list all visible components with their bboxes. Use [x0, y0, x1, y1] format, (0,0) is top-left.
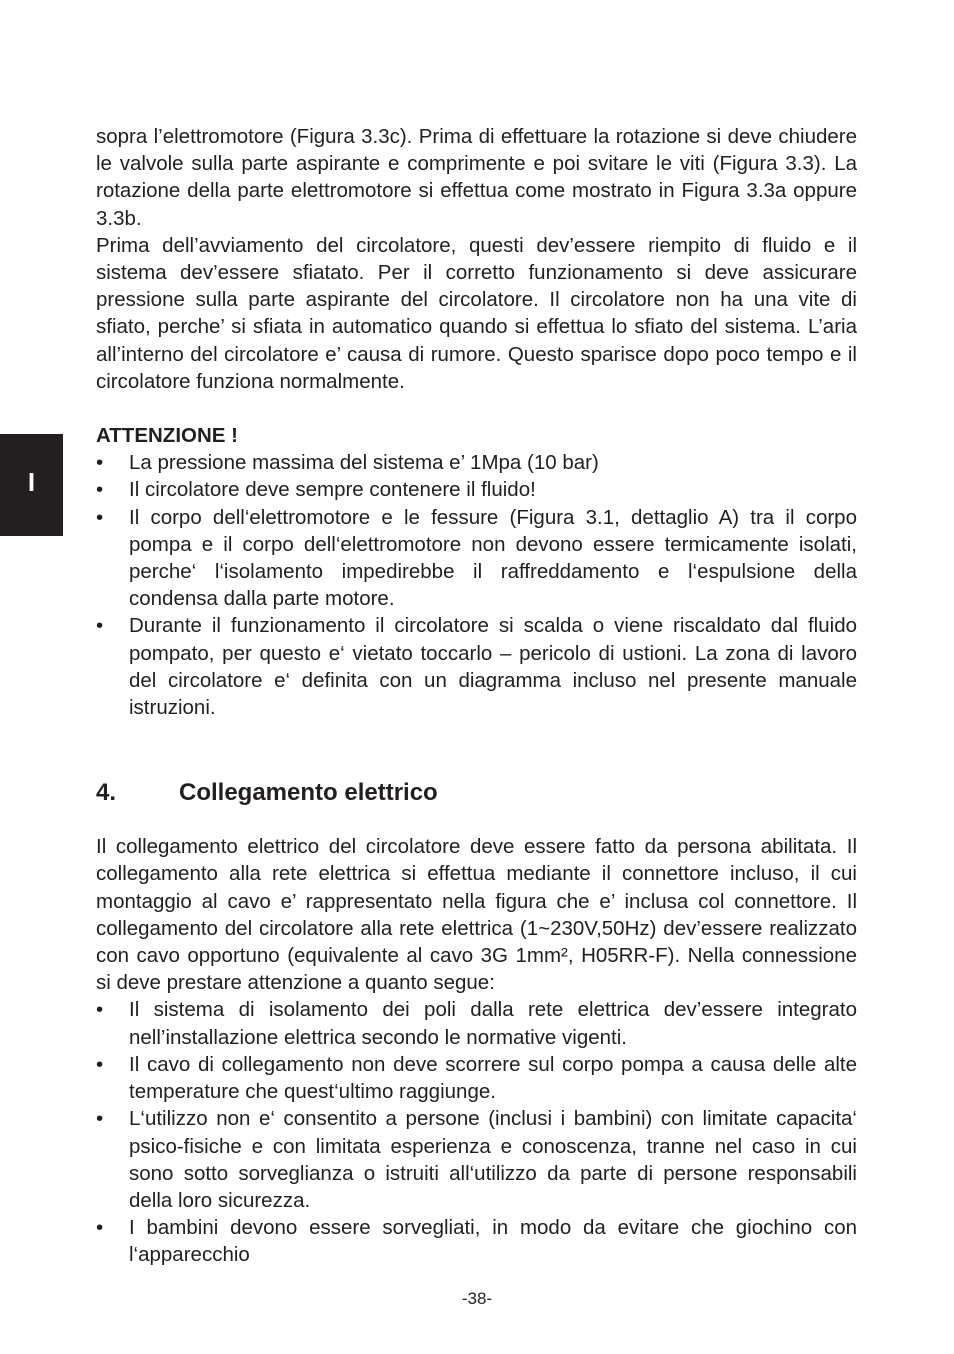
warning-item: • Il circolatore deve sempre contenere il fluido! [96, 476, 857, 503]
section-heading [96, 778, 857, 808]
warning-item: • Durante il funzionamento il circolatore si scalda o viene riscaldato dal fluido pompato, per questo e‘ vietato toccarlo – pericolo di ustioni. La zona di lavoro del circolatore e‘ definita con un diagramma incluso nel presente manuale istruzioni. [96, 612, 857, 721]
section-list [96, 996, 857, 1268]
section-item: • Il sistema di isolamento dei poli dalla rete elettrica dev’essere integrato nell’installazione elettrica secondo le normative vigenti. [96, 996, 857, 1050]
section-number: 4. [96, 779, 117, 807]
warning-list [96, 449, 857, 721]
section-item: • Il cavo di collegamento non deve scorrere sul corpo pompa a causa delle alte temperature che quest‘ultimo raggiunge. [96, 1051, 857, 1105]
intro-paragraph-1: sopra l’elettromotore (Figura 3.3c). Prima di effettuare la rotazione si deve chiudere le valvole sulla parte aspirante e comprimente e poi svitare le viti (Figura 3.3). La rotazione della parte elettromotore si effettua come mostrato in Figura 3.3a oppure 3.3b. [96, 125, 857, 230]
section-title: Collegamento elettrico [179, 779, 438, 807]
section-paragraph: Il collegamento elettrico del circolatore deve essere fatto da persona abilitata. Il collegamento alla rete elettrica si effettua mediante il connettore incluso, il cui montaggio al cavo e’ rappresentato nella figura che e’ inclusa col connettore. Il collegamento del circolatore alla rete elettrica (1~230V,50Hz) dev’essere realizzato con cavo opportuno (equivalente al cavo 3G 1mm², H05RR-F). Nella connessione si deve prestare attenzione a quanto segue: [96, 835, 857, 995]
language-tab-label: I [27, 467, 36, 497]
warning-title: ATTENZIONE ! [96, 424, 238, 448]
warning-item: • Il corpo dell‘elettromotore e le fessure (Figura 3.1, dettaglio A) tra il corpo pompa e il corpo dell‘elettromotore non devono essere termicamente isolati, perche‘ l‘isolamento impedirebbe il raffreddamento e l‘espulsione della condensa dalla parte motore. [96, 504, 857, 613]
section-item: • I bambini devono essere sorvegliati, in modo da evitare che giochino con l‘apparecchio [96, 1214, 857, 1268]
page-content [96, 123, 857, 1269]
page-number: -38- [461, 1289, 493, 1308]
language-tab [0, 434, 63, 536]
intro-paragraph-2: Prima dell’avviamento del circolatore, questi dev’essere riempito di fluido e il sistema dev’essere sfiatato. Per il corretto funzionamento si deve assicurare pressione sulla parte aspirante del circolatore. Il circolatore non ha una vite di sfiato, perche’ si sfiata in automatico quando si effettua lo sfiato del sistema. L’aria all’interno del circolatore e’ causa di rumore. Questo sparisce dopo poco tempo e il circolatore funziona normalmente. [96, 233, 857, 393]
section-item: • L‘utilizzo non e‘ consentito a persone (inclusi i bambini) con limitate capacita‘ psico-fisiche e con limitata esperienza e conoscenza, tranne nel caso in cui sono sotto sorveglianza o istruiti all‘utilizzo da parte di persone responsabili della loro sicurezza. [96, 1105, 857, 1214]
warning-item: • La pressione massima del sistema e’ 1Mpa (10 bar) [96, 449, 857, 476]
